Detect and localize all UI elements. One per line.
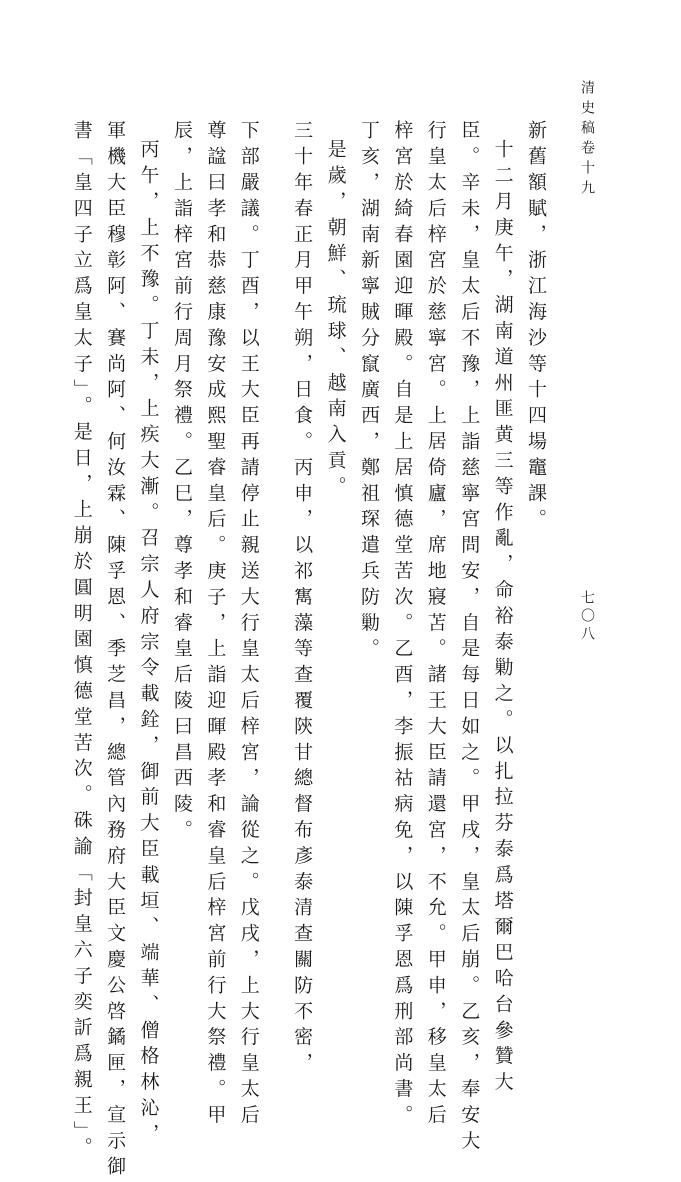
text-column: 丁亥，湖南新寧賊分竄廣西，鄭祖琛遣兵防勦。	[357, 120, 380, 664]
text-column: 是歲，朝鮮、琉球、越南入貢。	[324, 139, 347, 502]
text-column: 行皇太后梓宮於慈寧宮。上居倚廬，席地寢苫。諸王大臣請還宮，不允。甲申，移皇太后	[424, 120, 447, 1131]
text-column: 尊諡曰孝和恭慈康豫安成熙聖睿皇后。庚子，上詣迎暉殿孝和睿皇后梓宮前行大祭禮。甲	[204, 120, 227, 1131]
text-column: 丙午，上不豫。丁未，上疾大漸。召宗人府宗令載銓，御前大臣載垣、端華、僧格林沁，	[137, 139, 160, 1150]
text-column: 臣。辛未，皇太后不豫，上詣慈寧宮問安，自是每日如之。甲戌，皇太后崩。乙亥，奉安大	[458, 120, 481, 1156]
text-column: 下部嚴議。丁酉，以王大臣再請停止親送大行皇太后梓宮，論從之。戊戌，上大行皇太后	[237, 120, 260, 1131]
text-column: 辰，上詣梓宮前行周月祭禮。乙巳，尊孝和睿皇后陵曰昌西陵。	[170, 120, 193, 846]
text-column: 梓宮於綺春園迎暉殿。自是上居慎德堂苦次。乙酉，李振祜病免，以陳孚恩爲刑部尚書。	[391, 120, 414, 1131]
page-number: 七〇八	[579, 590, 595, 644]
text-column: 軍機大臣穆彰阿、賽尚阿、何汝霖、陳孚恩、季芝昌，總管內務府大臣文慶公啓鐍匣，宣示御	[104, 120, 127, 1182]
text-column: 三十年春正月甲午朔，日食。丙申，以祁寯藻等查覆陝甘總督布彥泰清查關防不密，	[291, 120, 314, 1079]
text-column: 新舊額賦，浙江海沙等十四場竈課。	[525, 120, 547, 535]
chapter-title: 清史稿卷十九	[579, 80, 595, 200]
body-text	[70, 120, 552, 1182]
text-column: 書「皇四子立爲皇太子」。是日，上崩於圓明園慎德堂苦次。硃諭「封皇六子奕訢爲親王」。	[70, 120, 93, 1163]
text-column: 十二月庚午，湖南道州匪黄三等作亂，命裕泰勦之。以扎拉芬泰爲塔爾巴哈台參贊大	[491, 139, 514, 1098]
